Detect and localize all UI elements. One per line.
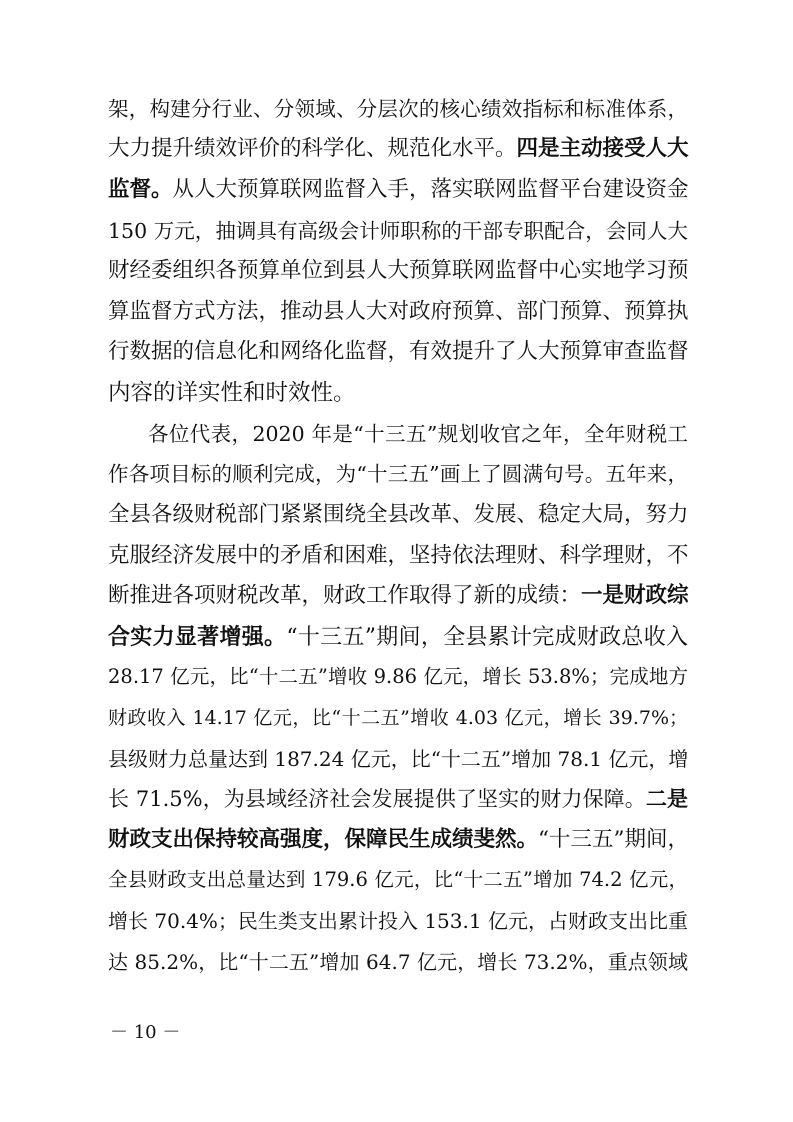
text-run: 架，构建分行业、分领域、分层次的核心绩效指标和标准体系， <box>108 97 688 121</box>
text-line <box>108 865 688 895</box>
text-line <box>108 337 688 367</box>
text-run: 各位代表，2020 年是“十三五”规划收官之年，全年财税工 <box>148 422 688 446</box>
text-line <box>148 419 688 449</box>
bold-heading-run: 一是财政综 <box>581 583 689 608</box>
text-run: 全县财政支出总量达到 179.6 亿元，比“十二五”增加 74.2 亿元， <box>108 868 688 891</box>
bold-heading-run: 四是主动接受人大 <box>516 136 689 161</box>
text-run: 内容的详实性和时效性。 <box>108 380 356 406</box>
text-line <box>108 378 688 408</box>
text-line <box>108 256 688 286</box>
bold-heading-run: 财政支出保持较高强度，保障民生成绩斐然。 <box>108 827 539 852</box>
text-line <box>108 622 688 653</box>
text-line <box>108 94 688 124</box>
text-run: 算监督方式方法，推动县人大对政府预算、部门预算、预算执 <box>108 299 689 324</box>
text-run: 财经委组织各预算单位到县人大预算联网监督中心实地学习预 <box>108 258 689 283</box>
text-line <box>108 744 688 774</box>
text-line <box>108 541 688 571</box>
text-line <box>108 581 688 611</box>
text-run: 克服经济发展中的矛盾和困难，坚持依法理财、科学理财，不 <box>108 543 689 568</box>
text-line <box>108 216 688 246</box>
text-line <box>108 459 688 489</box>
text-line <box>108 825 688 855</box>
text-line <box>108 175 688 205</box>
text-line <box>108 947 688 977</box>
text-run: 长 71.5%，为县域经济社会发展提供了坚实的财力保障。 <box>108 787 646 811</box>
text-run: 作各项目标的顺利完成，为“十三五”画上了圆满句号。五年来， <box>108 462 688 486</box>
page-number: － 10 － <box>110 1022 181 1043</box>
text-run: 大力提升绩效评价的科学化、规范化水平。 <box>108 136 517 161</box>
text-run: “十三五”期间，全县累计完成财政总收入 <box>286 625 688 650</box>
text-line <box>108 784 688 814</box>
text-run: 县级财力总量达到 187.24 亿元，比“十二五”增加 78.1 亿元，增 <box>108 747 689 771</box>
text-run: 行数据的信息化和网络化监督，有效提升了人大预算审查监督 <box>108 339 689 364</box>
bold-heading-run: 合实力显著增强。 <box>108 624 287 650</box>
bold-heading-run: 监督。 <box>108 177 173 202</box>
text-run: “十三五”期间， <box>538 827 689 852</box>
bold-heading-run: 二是 <box>645 786 688 811</box>
text-run: 全县各级财税部门紧紧围绕全县改革、发展、稳定大局，努力 <box>108 502 689 527</box>
text-run: 财政收入 14.17 亿元，比“十二五”增收 4.03 亿元，增长 39.7%； <box>108 707 688 729</box>
text-line <box>108 500 688 530</box>
text-run: 增长 70.4%；民生类支出累计投入 153.1 亿元，占财政支出比重 <box>108 909 688 933</box>
text-run: 28.17 亿元，比“十二五”增收 9.86 亿元，增长 53.8%；完成地方 <box>108 665 688 688</box>
text-run: 达 85.2%，比“十二五”增加 64.7 亿元，增长 73.2%，重点领域 <box>108 950 688 974</box>
text-line <box>108 906 688 936</box>
text-line <box>108 297 688 327</box>
text-line <box>108 703 688 733</box>
text-line <box>108 662 688 692</box>
text-run: 断推进各项财税改革，财政工作取得了新的成绩： <box>108 583 582 608</box>
text-run: 从人大预算联网监督入手，落实联网监督平台建设资金 <box>172 177 689 202</box>
text-run: 150 万元，抽调具有高级会计师职称的干部专职配合，会同人大 <box>108 219 688 243</box>
text-line <box>108 134 688 164</box>
